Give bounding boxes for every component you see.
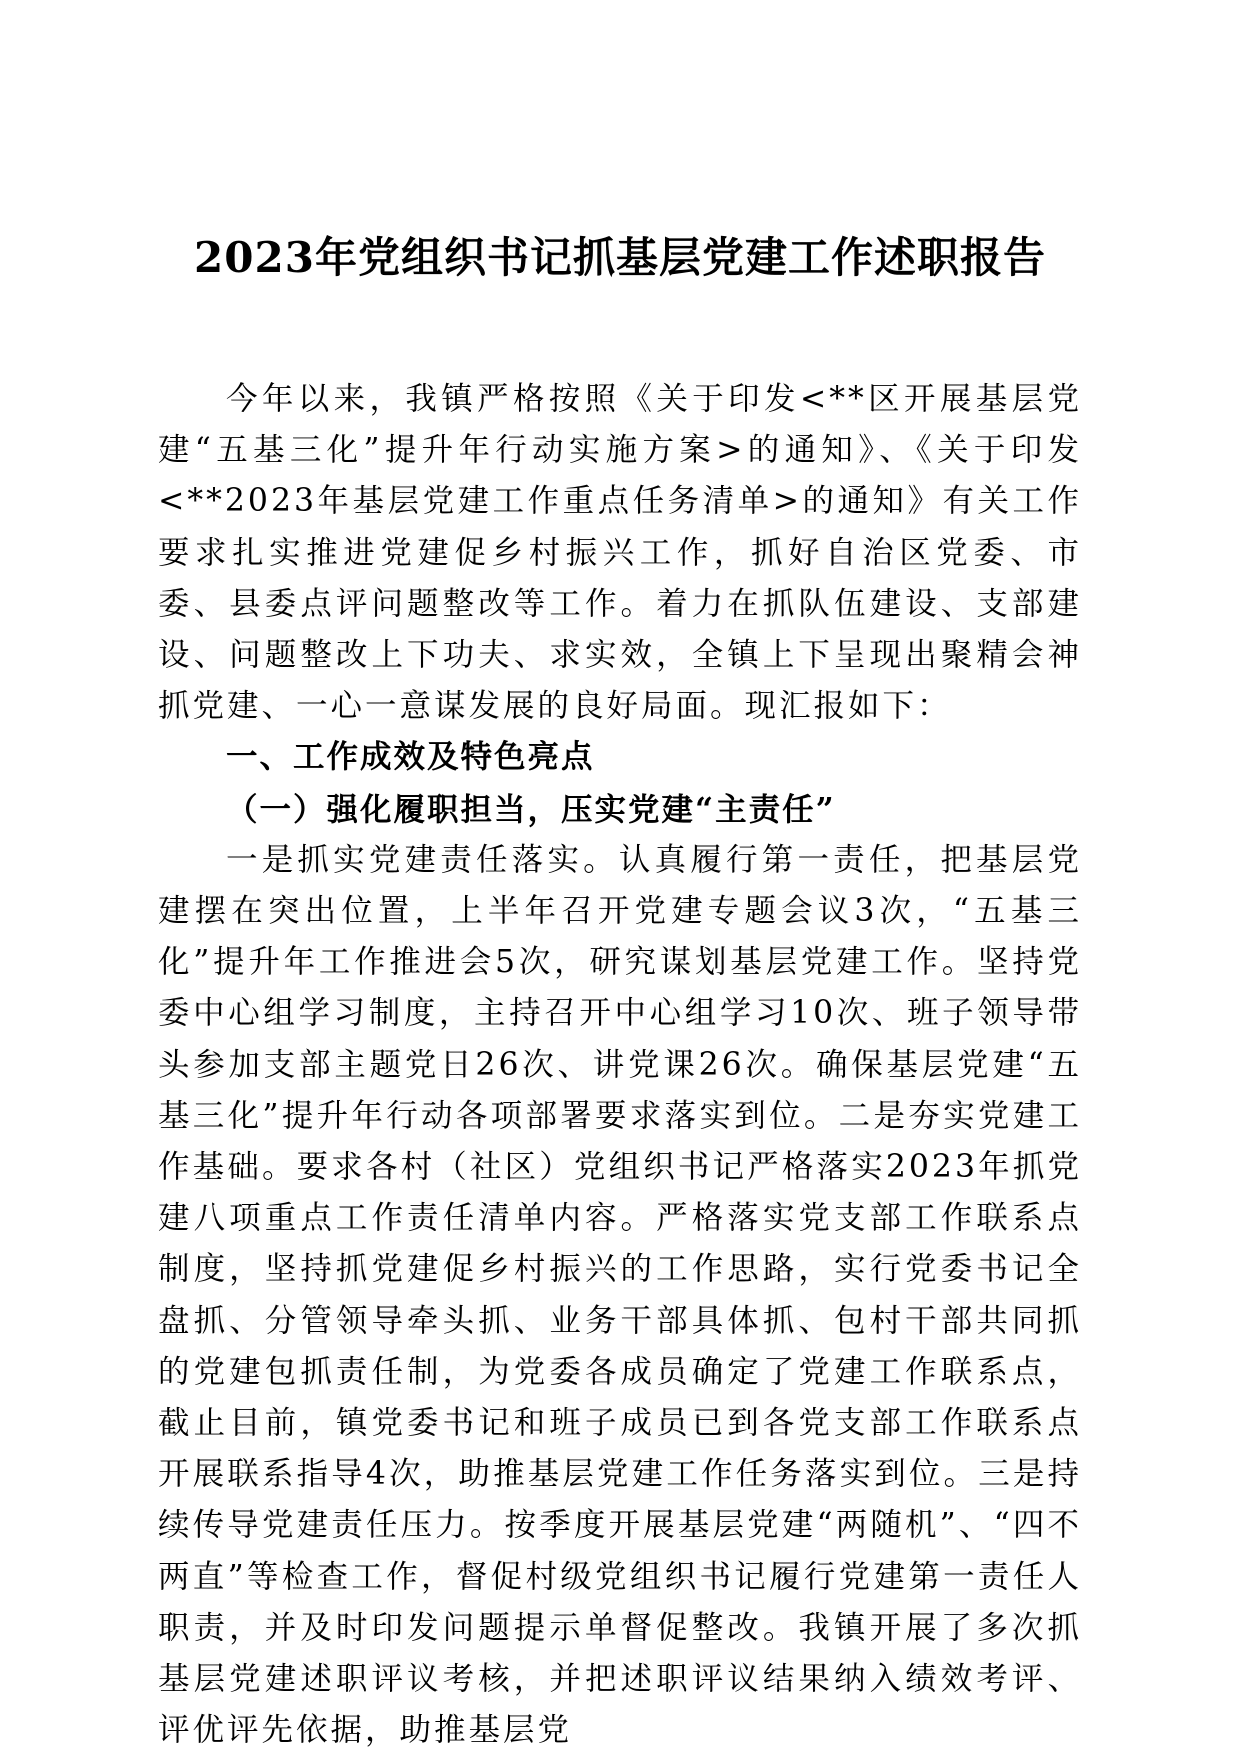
document-title: 2023年党组织书记抓基层党建工作述职报告 (194, 233, 1046, 282)
section-heading: 一、工作成效及特色亮点 (226, 739, 595, 776)
document-body (158, 374, 1082, 1756)
body-paragraph: 一是抓实党建责任落实。认真履行第一责任，把基层党建摆在突出位置，上半年召开党建专题会议3次，“五基三化”提升年工作推进会5次，研究谋划基层党建工作。坚持党委中心组学习制度，主持召开中心组学习10次、班子领导带头参加支部主题党日26次、讲党课26次。确保基层党建“五基三化”提升年行动各项部署要求落实到位。二是夯实党建工作基础。要求各村（社区）党组织书记严格落实2023年抓党建八项重点工作责任清单内容。严格落实党支部工作联系点制度，坚持抓党建促乡村振兴的工作思路，实行党委书记全盘抓、分管领导牵头抓、业务干部具体抓、包村干部共同抓的党建包抓责任制，为党委各成员确定了党建工作联系点，截止目前，镇党委书记和班子成员已到各党支部工作联系点开展联系指导4次，助推基层党建工作任务落实到位。三是持续传导党建责任压力。按季度开展基层党建“两随机”、“四不两直”等检查工作，督促村级党组织书记履行党建第一责任人职责，并及时印发问题提示单督促整改。我镇开展了多次抓基层党建述职评议考核，并把述职评议结果纳入绩效考评、评优评先依据，助推基层党 (158, 841, 1082, 1749)
subsection-heading: （一）强化履职担当，压实党建“主责任” (226, 790, 836, 828)
intro-paragraph: 今年以来，我镇严格按照《关于印发<**区开展基层党建“五基三化”提升年行动实施方案>的通知》、《关于印发<**2023年基层党建工作重点任务清单>的通知》有关工作要求扎实推进党建促乡村振兴工作，抓好自治区党委、市委、县委点评问题整改等工作。着力在抓队伍建设、支部建设、问题整改上下功夫、求实效，全镇上下呈现出聚精会神抓党建、一心一意谋发展的良好局面。现汇报如下： (158, 381, 1082, 725)
